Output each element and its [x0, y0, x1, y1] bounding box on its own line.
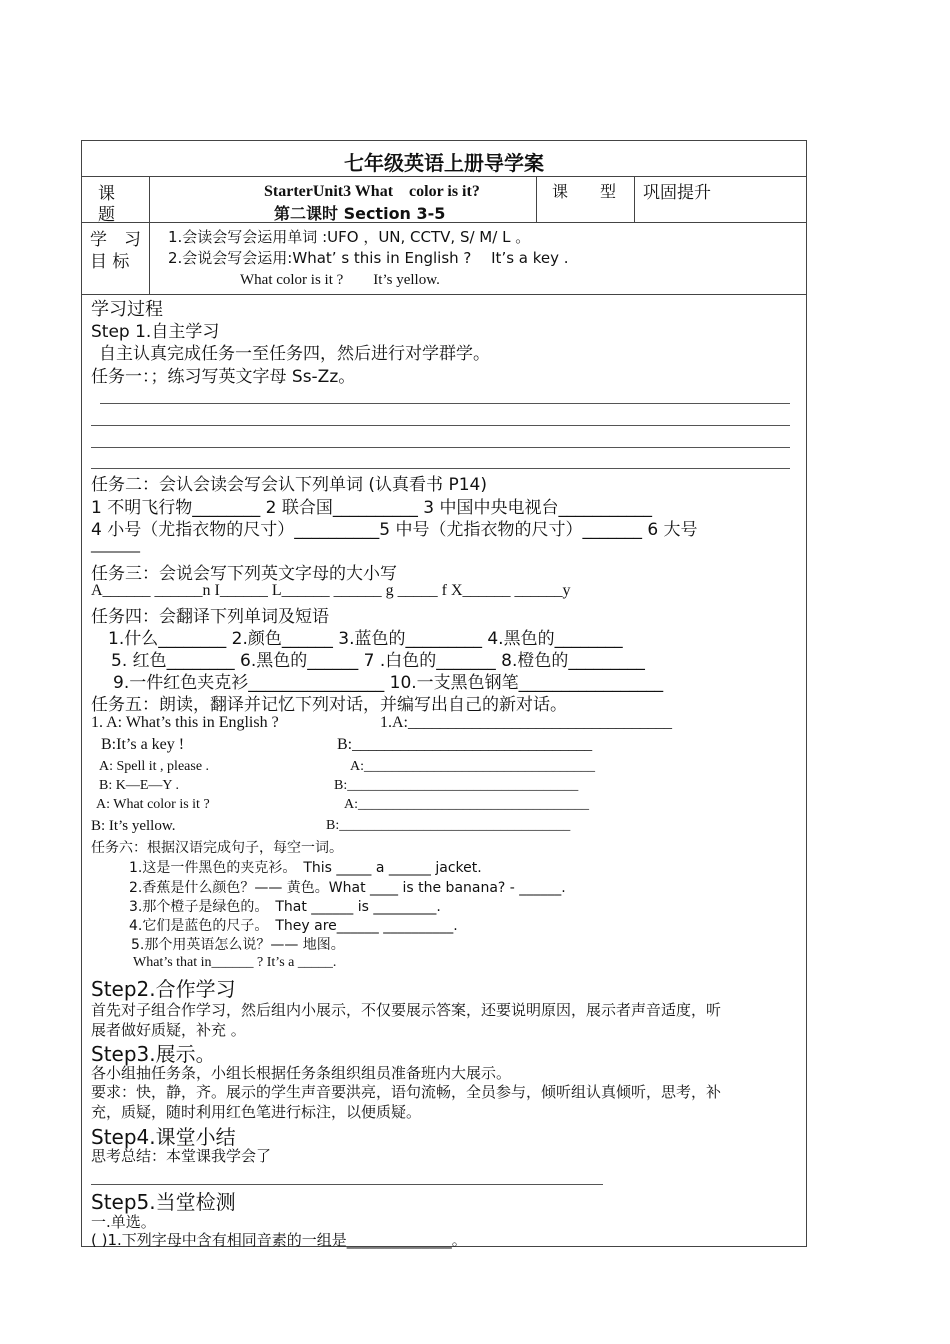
step4-desc: 思考总结：本堂课我学会了	[91, 1147, 272, 1165]
task3-heading: 任务三：会说会写下列英文字母的大小写	[91, 564, 397, 584]
type-label: 课 型	[552, 182, 617, 201]
task4-heading: 任务四：会翻译下列单词及短语	[91, 607, 329, 627]
dialog-left-3: A: Spell it , please .	[99, 759, 210, 774]
task4-row-1: 1.什么________ 2.颜色______ 3.蓝色的_________ 4.黑色的________	[108, 629, 623, 649]
dialog-right-4[interactable]: B:_________________________________	[334, 778, 579, 793]
writing-line-2[interactable]	[91, 425, 790, 426]
step4-heading: Step4.课堂小结	[91, 1125, 236, 1149]
dialog-right-2[interactable]: B:______________________________	[337, 736, 593, 753]
writing-line-1[interactable]	[100, 403, 790, 404]
step1-heading: Step 1.自主学习	[91, 322, 220, 342]
step2-heading: Step2.合作学习	[91, 977, 236, 1001]
task2-heading: 任务二：会认会读会写会认下列单词 (认真看书 P14)	[91, 475, 487, 495]
topic-subtitle: 第二课时 Section 3-5	[274, 204, 446, 223]
topic-label-2: 题	[98, 205, 115, 225]
task5-heading: 任务五：朗读，翻译并记忆下列对话，并编写出自己的新对话。	[91, 695, 567, 715]
dialog-right-5[interactable]: A:_________________________________	[344, 797, 589, 812]
task6-item-4: 4.它们是蓝色的尺子。 They are______ __________.	[129, 918, 458, 934]
dialog-left-1: 1. A: What’s this in English ?	[91, 714, 279, 731]
dialog-right-6[interactable]: B:_________________________________	[326, 818, 571, 833]
dialog-left-5: A: What color is it ?	[96, 797, 210, 812]
goal-item-2: 2.会说会写会运用:What’ s this in English ? It’s a key .	[168, 249, 569, 267]
process-heading: 学习过程	[91, 299, 163, 320]
step5-sub: 一.单选。	[91, 1213, 156, 1231]
page-title: 七年级英语上册导学案	[344, 151, 544, 175]
task2-row-2: 4 小号（尤指衣物的尺寸）__________5 中号（尤指衣物的尺寸）_______ 6 大号	[91, 520, 698, 540]
topic-title: StarterUnit3 What color is it?	[264, 183, 480, 200]
step5-q1: ( )1.下列字母中含有相同音素的一组是______________。	[91, 1231, 467, 1249]
dialog-left-6: B: It’s yellow.	[91, 818, 176, 834]
task6-item-5: 5.那个用英语怎么说？—— 地图。	[131, 937, 345, 953]
task2-row-1: 1 不明飞行物________ 2 联合国__________ 3 中国中央电视台___________	[91, 498, 652, 518]
task4-row-3: 9.一件红色夹克衫________________ 10.一支黑色钢笔_________________	[113, 673, 664, 693]
task2-row-3: _______	[91, 537, 140, 553]
summary-line[interactable]	[91, 1184, 603, 1185]
step3-req-1: 要求：快，静，齐。展示的学生声音要洪亮，语句流畅，全员参与，倾听组认真倾听，思考，补	[91, 1083, 722, 1101]
goals-label-1: 学 习	[90, 230, 141, 250]
dialog-right-3[interactable]: A:_________________________________	[350, 759, 595, 774]
step3-desc: 各小组抽任务条，小组长根据任务条组织组员准备班内大展示。	[91, 1064, 512, 1082]
task6-item-2: 2.香蕉是什么颜色？—— 黄色。What ____ is the banana? - ______.	[129, 880, 566, 896]
task6-item-6: What’s that in______ ? It’s a _____.	[133, 955, 337, 970]
worksheet-table	[81, 140, 807, 1247]
topic-row	[82, 177, 806, 223]
goals-row	[82, 223, 806, 295]
type-value: 巩固提升	[643, 183, 711, 203]
step1-desc: 自主认真完成任务一至任务四，然后进行对学群学。	[99, 344, 490, 364]
topic-label-1: 课	[98, 184, 115, 204]
task6-item-1: 1.这是一件黑色的夹克衫。 This _____ a ______ jacket.	[129, 860, 482, 876]
goal-item-1: 1.会读会写会运用单词 :UFO ，UN, CCTV, S/ M/ L 。	[168, 228, 531, 246]
task3-row: A______ ______n I______ L______ ______ g _____ f X______ ______y	[91, 582, 571, 599]
step2-desc-1: 首先对子组合作学习，然后组内小展示，不仅要展示答案，还要说明原因，展示者声音适度，听	[91, 1001, 722, 1019]
writing-line-3[interactable]	[91, 447, 790, 448]
writing-line-4[interactable]	[91, 468, 790, 469]
step3-req-2: 充，质疑，随时利用红色笔进行标注，以便质疑。	[91, 1103, 422, 1121]
step3-heading: Step3.展示。	[91, 1042, 216, 1066]
dialog-left-2: B:It’s a key !	[101, 736, 185, 753]
dialog-right-1[interactable]: 1.A:_________________________________	[380, 714, 672, 731]
goal-item-3: What color is it ? It’s yellow.	[240, 272, 440, 288]
task4-row-2: 5. 红色________ 6.黑色的______ 7 .白色的_______ 8.橙色的_________	[111, 651, 645, 671]
step5-heading: Step5.当堂检测	[91, 1190, 236, 1214]
goals-label-2: 目 标	[90, 252, 130, 272]
task6-item-3: 3.那个橙子是绿色的。 That ______ is _________.	[129, 899, 441, 915]
task1-heading: 任务一：；练习写英文字母 Ss-Zz。	[91, 367, 356, 387]
step2-desc-2: 展者做好质疑，补充 。	[91, 1021, 246, 1039]
dialog-left-4: B: K—E—Y .	[99, 778, 179, 793]
title-row	[82, 141, 806, 177]
task6-heading: 任务六：根据汉语完成句子，每空一词。	[91, 840, 343, 856]
